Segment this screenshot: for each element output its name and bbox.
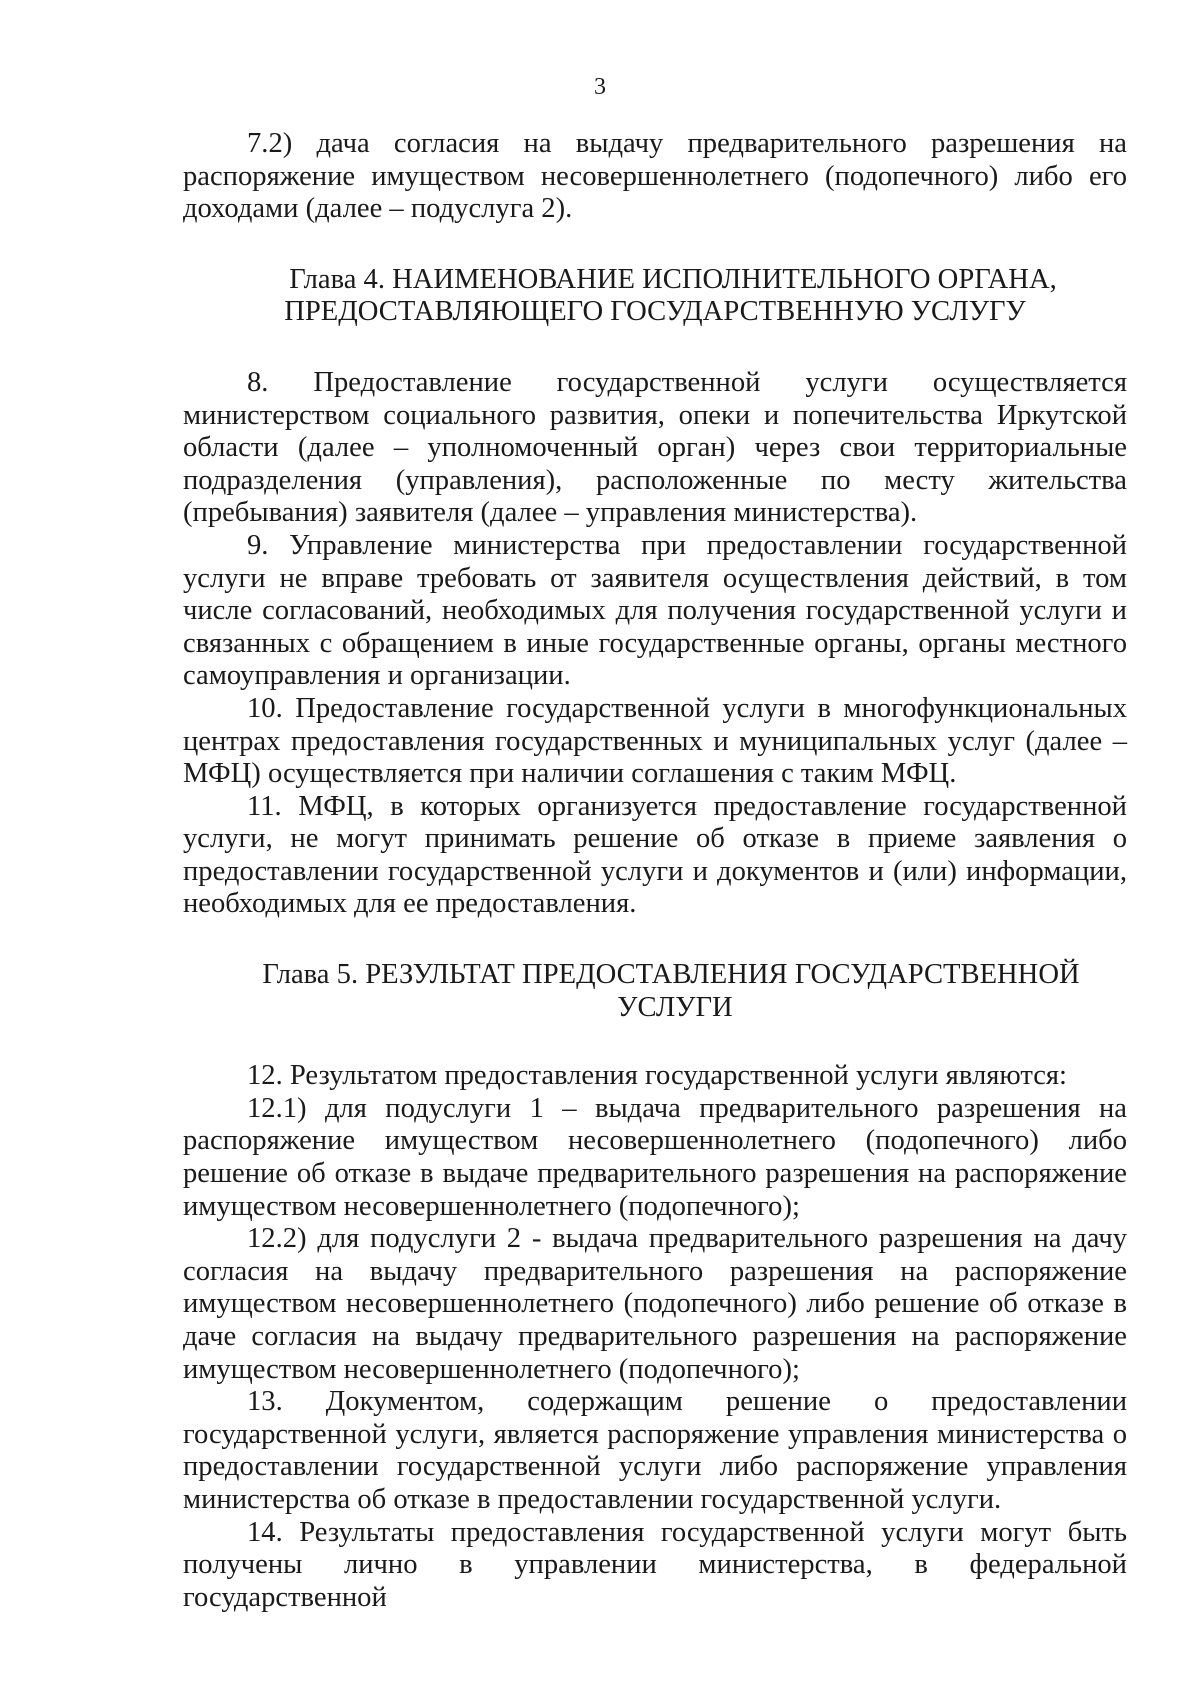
paragraph-12-2: 12.2) для подуслуги 2 - выдача предварительного разрешения на дачу согласия на выдачу предварительного разрешения на распоряжение имуществом несовершеннолетнего (подопечного) либо решение об отказе в даче согласия на выдачу предварительного разрешения на распоряжение имуществом несовершеннолетнего (подопечного); xyxy=(183,1223,1127,1385)
paragraph-10: 10. Предоставление государственной услуги в многофункциональных центрах предоставления государственных и муниципальных услуг (далее – МФЦ) осуществляется при наличии соглашения с таким МФЦ. xyxy=(183,692,1127,790)
chapter-5-title-line-2: УСЛУГИ xyxy=(617,991,733,1023)
chapter-5-title xyxy=(183,959,1127,1024)
document-body xyxy=(183,128,1127,1614)
chapter-4-title xyxy=(183,264,1127,329)
paragraph-8: 8. Предоставление государственной услуги осуществляется министерством социального развития, опеки и попечительства Иркутской области (далее – уполномоченный орган) через свои территориальные подразделения (управления), расположенные по месту жительства (пребывания) заявителя (далее – управления министерства). xyxy=(183,366,1127,529)
paragraph-14: 14. Результаты предоставления государственной услуги могут быть получены лично в управлении министерства, в федеральной государственной xyxy=(183,1516,1127,1613)
paragraph-12-1: 12.1) для подуслуги 1 – выдача предварительного разрешения на распоряжение имуществом несовершеннолетнего (подопечного) либо решение об отказе в выдаче предварительного разрешения на распоряжение имуществом несовершеннолетнего (подопечного); xyxy=(183,1092,1127,1222)
chapter-4-title-line-1: Глава 4. НАИМЕНОВАНИЕ ИСПОЛНИТЕЛЬНОГО ОРГАНА, xyxy=(289,263,1057,295)
paragraph-12: 12. Результатом предоставления государственной услуги являются: xyxy=(247,1060,1067,1092)
paragraph-13: 13. Документом, содержащим решение о предоставлении государственной услуги, является распоряжение управления министерства о предоставлении государственной услуги либо распоряжение управления министерства об отказе в предоставлении государственной услуги. xyxy=(183,1386,1127,1515)
chapter-5-title-line-1: Глава 5. РЕЗУЛЬТАТ ПРЕДОСТАВЛЕНИЯ ГОСУДАРСТВЕННОЙ xyxy=(262,959,1080,991)
page-number: 3 xyxy=(594,74,606,100)
paragraph-7-2: 7.2) дача согласия на выдачу предварительного разрешения на распоряжение имуществом несовершеннолетнего (подопечного) либо его доходами (далее – подуслуга 2). xyxy=(183,128,1127,225)
paragraph-9: 9. Управление министерства при предоставлении государственной услуги не вправе требовать от заявителя осуществления действий, в том числе согласований, необходимых для получения государственной услуги и связанных с обращением в иные государственные органы, органы местного самоуправления и организации. xyxy=(183,529,1127,692)
paragraph-11: 11. МФЦ, в которых организуется предоставление государственной услуги, не могут принимать решение об отказе в приеме заявления о предоставлении государственной услуги и документов и (или) информации, необходимых для ее предоставления. xyxy=(183,790,1127,920)
chapter-4-title-line-2: ПРЕДОСТАВЛЯЮЩЕГО ГОСУДАРСТВЕННУЮ УСЛУГУ xyxy=(284,296,1026,328)
